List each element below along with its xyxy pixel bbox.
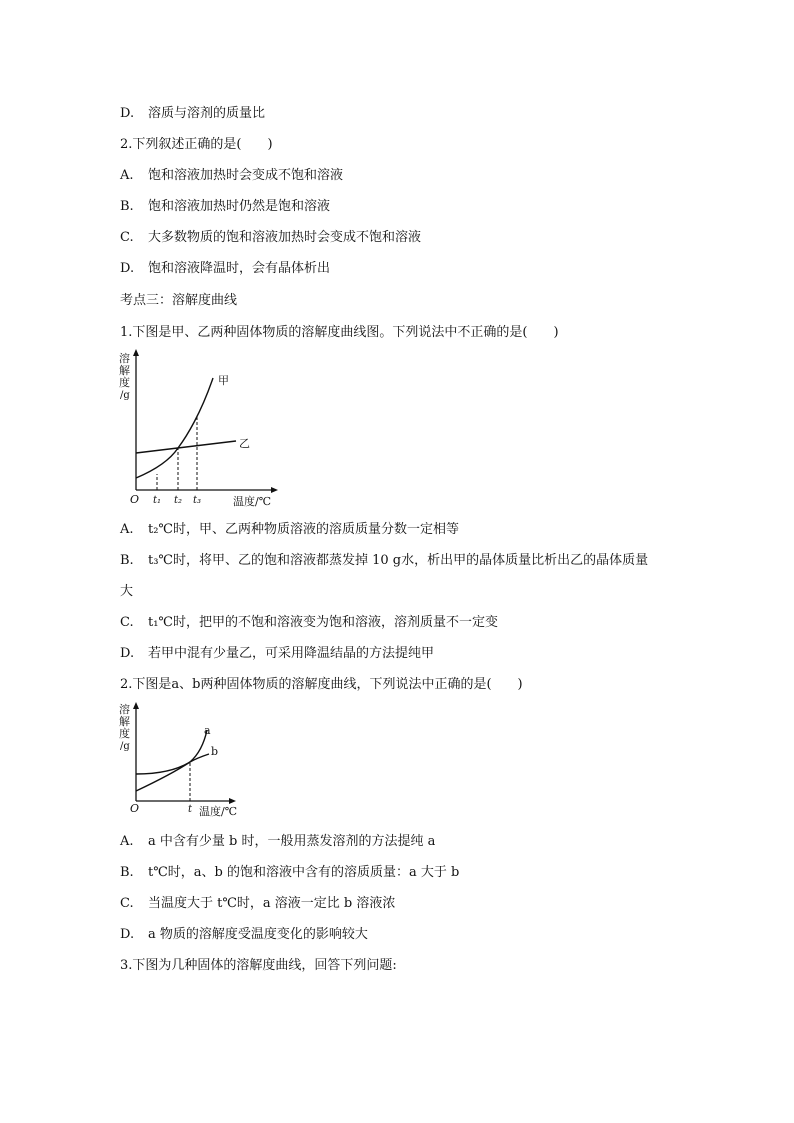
option-letter: D. <box>120 106 135 121</box>
section-q3-stem: 3.下图为几种固体的溶解度曲线，回答下列问题: <box>120 958 397 973</box>
curve-label-jia: 甲 <box>218 374 229 387</box>
option-letter: A. <box>120 522 134 537</box>
option-letter: B. <box>120 553 134 568</box>
option-letter: A. <box>120 168 134 183</box>
s2-option-a <box>120 834 435 850</box>
s1-option-b <box>120 553 648 569</box>
option-text: t₂℃时，甲、乙两种物质溶液的溶质质量分数一定相等 <box>148 522 459 537</box>
option-text: 大多数物质的饱和溶液加热时会变成不饱和溶液 <box>148 230 422 245</box>
option-letter: C. <box>120 896 134 911</box>
s2-option-b <box>120 865 459 881</box>
y-axis-arrow <box>133 702 139 709</box>
option-text: a 中含有少量 b 时，一般用蒸发溶剂的方法提纯 a <box>148 834 436 849</box>
x-axis-label: 温度/℃ <box>233 495 272 508</box>
solubility-chart-2 <box>115 700 245 820</box>
y-axis-label-char: 溶 <box>119 703 130 716</box>
option-text: t℃时，a、b 的饱和溶液中含有的溶质质量：a 大于 b <box>148 865 460 880</box>
section-q1-stem: 1.下图是甲、乙两种固体物质的溶解度曲线图。下列说法中不正确的是( ) <box>120 325 559 340</box>
option-letter: D. <box>120 927 135 942</box>
y-axis-label-char: /g <box>120 390 130 401</box>
curve-label-b: b <box>211 745 219 758</box>
s1-option-d <box>120 646 434 662</box>
q2-option-d <box>120 261 330 277</box>
option-letter: D. <box>120 261 135 276</box>
option-d-line <box>120 106 265 122</box>
option-letter: C. <box>120 230 134 245</box>
y-axis-label-char: 溶 <box>119 352 130 365</box>
option-text: 饱和溶液加热时仍然是饱和溶液 <box>148 199 331 214</box>
section-heading: 考点三：溶解度曲线 <box>120 293 238 308</box>
curve-b <box>136 754 209 774</box>
q2-option-b <box>120 199 330 215</box>
s2-option-d <box>120 927 368 943</box>
question-2-stem: 2.下列叙述正确的是( ) <box>120 137 273 152</box>
q2-option-a <box>120 168 343 184</box>
curve-yi <box>136 441 236 453</box>
y-axis-label-char: 解 <box>119 364 130 377</box>
s1-option-c <box>120 615 498 631</box>
curve-label-a: a <box>204 724 211 737</box>
s2-option-c <box>120 896 395 912</box>
tick-label-t2: t₂ <box>174 495 183 506</box>
y-axis-label-char: 解 <box>119 715 130 728</box>
q2-option-c <box>120 230 421 246</box>
tick-label-t3: t₃ <box>193 495 202 506</box>
y-axis-label-char: 度 <box>119 376 130 389</box>
option-text: 溶质与溶剂的质量比 <box>148 106 266 121</box>
option-text: t₁℃时，把甲的不饱和溶液变为饱和溶液，溶剂质量不一定变 <box>148 615 498 630</box>
option-text: 若甲中混有少量乙，可采用降温结晶的方法提纯甲 <box>148 646 435 661</box>
option-letter: B. <box>120 865 134 880</box>
y-axis-label-char: /g <box>120 741 130 752</box>
y-axis-arrow <box>133 349 139 356</box>
curve-label-yi: 乙 <box>239 437 250 450</box>
option-letter: A. <box>120 834 134 849</box>
origin-label: O <box>130 493 140 506</box>
s1-option-a <box>120 522 459 538</box>
option-letter: D. <box>120 646 135 661</box>
option-letter: B. <box>120 199 134 214</box>
x-axis-arrow <box>229 798 236 804</box>
solubility-chart-1 <box>115 348 285 510</box>
section-q2-stem: 2.下图是a、b两种固体物质的溶解度曲线，下列说法中正确的是( ) <box>120 677 523 692</box>
curve-jia <box>136 378 213 478</box>
option-text: 饱和溶液加热时会变成不饱和溶液 <box>148 168 344 183</box>
option-letter: C. <box>120 615 134 630</box>
option-text: 饱和溶液降温时，会有晶体析出 <box>148 261 331 276</box>
x-axis-arrow <box>271 487 278 493</box>
origin-label: O <box>130 802 140 815</box>
option-text: t₃℃时，将甲、乙的饱和溶液都蒸发掉 10 g水，析出甲的晶体质量比析出乙的晶体质量 <box>148 553 649 568</box>
option-text: 当温度大于 t℃时，a 溶液一定比 b 溶液浓 <box>148 896 396 911</box>
curve-a <box>136 730 207 791</box>
option-text: a 物质的溶解度受温度变化的影响较大 <box>148 927 368 942</box>
tick-label-t1: t₁ <box>153 495 162 506</box>
x-axis-label: 温度/℃ <box>199 805 238 818</box>
tick-label-t: t <box>188 804 193 815</box>
s1-option-b-continued: 大 <box>120 584 134 599</box>
y-axis-label-char: 度 <box>119 727 130 740</box>
